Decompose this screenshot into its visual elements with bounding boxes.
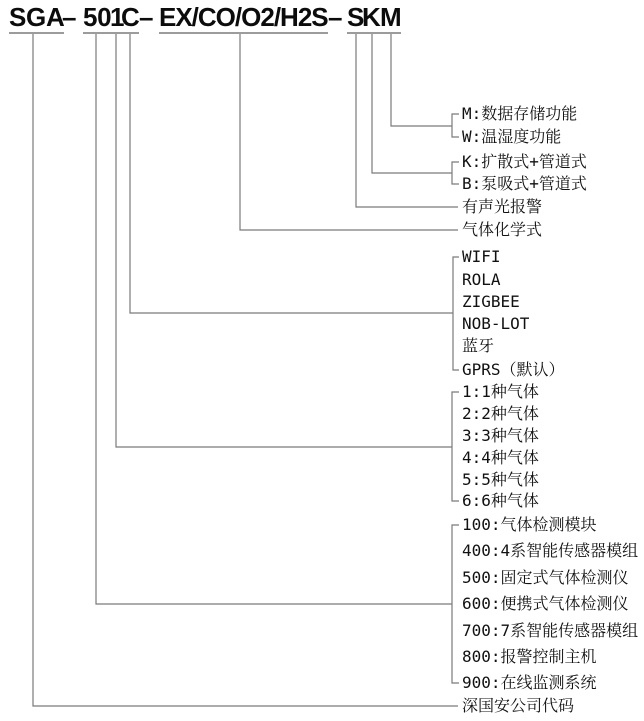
label-pump-type: B:泵吸式+管道式 xyxy=(462,174,587,193)
drop-line-function xyxy=(391,33,452,126)
drop-line-company xyxy=(33,33,458,706)
label-1-gas: 1:1种气体 xyxy=(462,382,539,401)
bracket-product-series xyxy=(452,525,459,683)
label-series-600: 600:便携式气体检测仪 xyxy=(462,594,629,613)
drop-line-sampling xyxy=(372,33,452,173)
label-data-storage: M:数据存储功能 xyxy=(462,104,578,123)
label-company-code: 深国安公司代码 xyxy=(462,696,575,715)
label-series-400: 400:4系智能传感器模组 xyxy=(462,541,639,560)
label-6-gas: 6:6种气体 xyxy=(462,491,539,510)
model-code-segment-50: 50 xyxy=(83,2,112,32)
model-code-dash: – xyxy=(62,2,77,32)
model-code-segment-1: 1 xyxy=(110,2,125,32)
label-4-gas: 4:4种气体 xyxy=(462,448,539,467)
model-code-segment-gases: EX/CO/O2/H2S xyxy=(159,2,328,32)
drop-line-alarm xyxy=(356,33,458,207)
model-code-dash: – xyxy=(139,2,154,32)
model-code-segment-c: C xyxy=(121,2,140,32)
model-code-segment-m: M xyxy=(380,2,402,32)
model-code-segment-k: K xyxy=(362,2,381,32)
label-series-500: 500:固定式气体检测仪 xyxy=(462,568,629,587)
label-series-800: 800:报警控制主机 xyxy=(462,647,597,666)
label-gprs-default: GPRS（默认） xyxy=(462,360,565,379)
label-gas-chemical-formula: 气体化学式 xyxy=(462,220,543,239)
label-3-gas: 3:3种气体 xyxy=(462,426,539,445)
model-code-segment-s: S xyxy=(347,2,365,32)
label-bluetooth: 蓝牙 xyxy=(462,336,495,355)
drop-line-gas-count xyxy=(116,33,452,447)
bracket-function-suffix xyxy=(452,114,459,137)
label-5-gas: 5:5种气体 xyxy=(462,470,539,489)
bracket-communication xyxy=(453,257,459,370)
model-code-segment-sga: SGA xyxy=(9,2,65,32)
bracket-gas-count xyxy=(452,392,459,501)
label-series-100: 100:气体检测模块 xyxy=(462,515,597,534)
label-series-900: 900:在线监测系统 xyxy=(462,673,597,692)
label-2-gas: 2:2种气体 xyxy=(462,404,539,423)
label-nob-lot: NOB-LOT xyxy=(462,314,530,333)
label-temp-humidity: W:温湿度功能 xyxy=(462,127,562,146)
bracket-sampling-type xyxy=(452,162,459,184)
label-diffusion-type: K:扩散式+管道式 xyxy=(462,152,587,171)
label-sound-light-alarm: 有声光报警 xyxy=(462,197,543,216)
label-rola: ROLA xyxy=(462,270,501,289)
drop-line-gas-formula xyxy=(240,33,458,230)
label-wifi: WIFI xyxy=(462,247,501,266)
drop-line-series xyxy=(96,33,452,604)
model-code-dash: – xyxy=(328,2,343,32)
label-series-700: 700:7系智能传感器模组 xyxy=(462,621,639,640)
label-zigbee: ZIGBEE xyxy=(462,292,520,311)
